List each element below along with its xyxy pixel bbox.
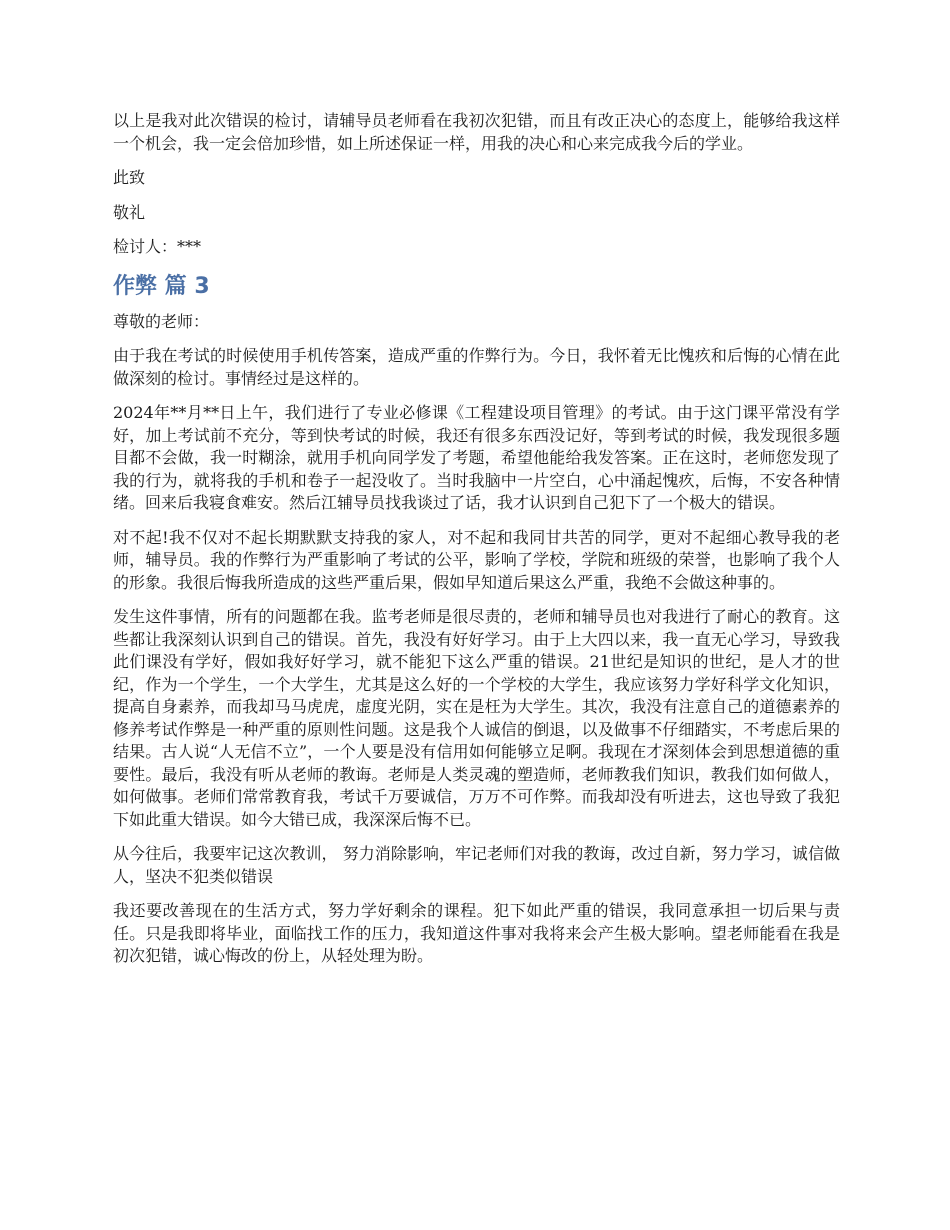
signature-line: 检讨人：*** [113, 237, 202, 256]
closing-line-2: 敬礼 [113, 202, 146, 222]
body-paragraph: 我还要改善现在的生活方式，努力学好剩余的课程。犯下如此严重的错误，我同意承担一切后果与责任。只是我即将毕业，面临找工作的压力，我知道这件事对我将来会产生极大影响。望老师能看在我是初次犯错，诚心悔改的份上，从轻处理为盼。 [113, 901, 840, 965]
closing-line-1: 此致 [113, 168, 146, 187]
section-heading: 作弊 篇 3 [113, 273, 210, 299]
body-paragraph: 发生这件事情，所有的问题都在我。监考老师是很尽责的，老师和辅导员也对我进行了耐心的教育。这些都让我深刻认识到自己的错误。首先，我没有好好学习。由于上大四以来，我一直无心学习，导致我此们课没有学好，假如我好好学习，就不能犯下这么严重的错误。21世纪是知识的世纪，是人才的世纪，作为一个学生，一个大学生，尤其是这么好的一个学校的大学生，我应该努力学好科学文化知识，提高自身素养，而我却马马虎虎，虚度光阴，实在是枉为大学生。其次，我没有注意自己的道德素养的修养考试作弊是一种严重的原则性问题。这是我个人诚信的倒退，以及做事不仔细踏实，不考虑后果的结果。古人说“人无信不立”，一个人要是没有信用如何能够立足啊。我现在才深刻体会到思想道德的重要性。最后，我没有听从老师的教诲。老师是人类灵魂的塑造师，老师教我们知识，教我们如何做人，如何做事。老师们常常教育我，考试千万要诚信，万万不可作弊。而我却没有听进去，这也导致了我犯下如此重大错误。如今大错已成，我深深后悔不已。 [113, 607, 840, 829]
body-paragraph: 对不起!我不仅对不起长期默默支持我的家人，对不起和我同甘共苦的同学，更对不起细心教导我的老师，辅导员。我的作弊行为严重影响了考试的公平，影响了学校，学院和班级的荣誉，也影响了我个人的形象。我很后悔我所造成的这些严重后果，假如早知道后果这么严重，我绝不会做这种事的。 [113, 527, 840, 592]
body-paragraph: 从今往后，我要牢记这次教训， 努力消除影响，牢记老师们对我的教诲，改过自新，努力学习，诚信做人，坚决不犯类似错误 [113, 844, 840, 886]
salutation: 尊敬的老师： [113, 311, 210, 331]
body-paragraph: 2024年**月**日上午，我们进行了专业必修课《工程建设项目管理》的考试。由于这门课平常没有学好，加上考试前不充分，等到快考试的时候，我还有很多东西没记好，等到考试的时候，我发现很多题目都不会做，我一时糊涂，就用手机向同学发了考题，希望他能给我发答案。正在这时，老师您发现了我的行为，就将我的手机和卷子一起没收了。当时我脑中一片空白，心中涌起愧疚，后悔，不安各种情绪。回来后我寝食难安。然后江辅导员找我谈过了话，我才认识到自己犯下了一个极大的错误。 [113, 403, 840, 512]
document-page [113, 110, 840, 980]
body-paragraph: 由于我在考试的时候使用手机传答案，造成严重的作弊行为。今日，我怀着无比愧疚和后悔的心情在此做深刻的检讨。事情经过是这样的。 [113, 346, 840, 388]
intro-paragraph: 以上是我对此次错误的检讨，请辅导员老师看在我初次犯错，而且有改正决心的态度上，能够给我这样一个机会，我一定会倍加珍惜，如上所述保证一样，用我的决心和心来完成我今后的学业。 [113, 111, 840, 153]
